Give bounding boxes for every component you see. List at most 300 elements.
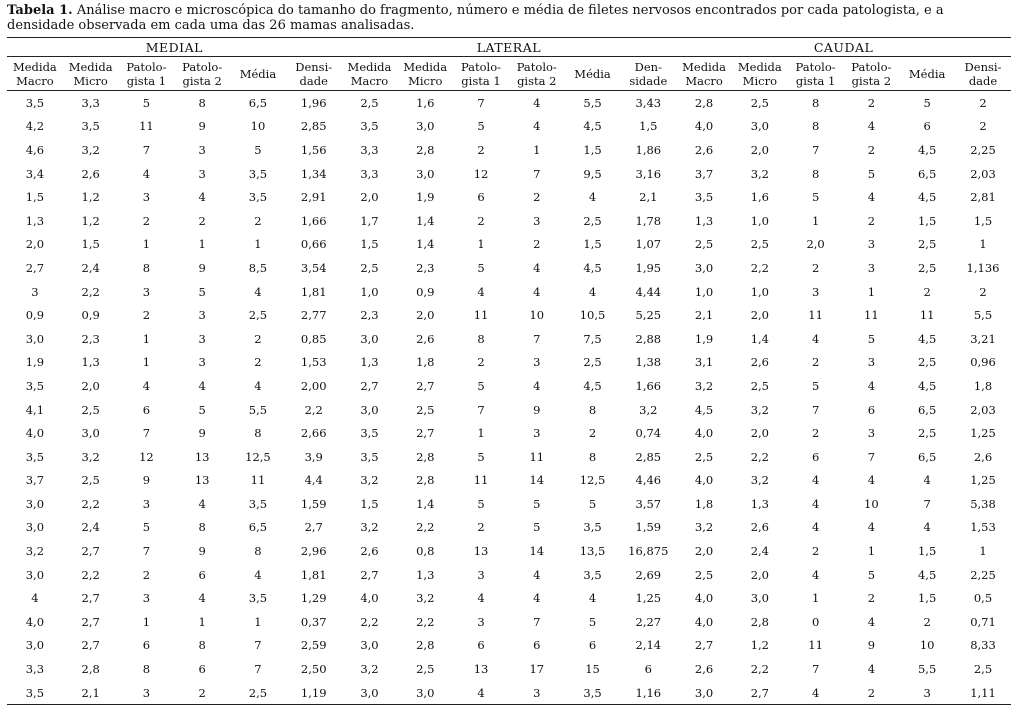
table-cell: 1,25 [635, 591, 662, 606]
table-cell: 5 [923, 95, 931, 110]
table-cell: 13 [473, 662, 489, 677]
table-cell: 2,50 [300, 662, 327, 677]
table-cell: 3,2 [750, 473, 769, 488]
table-cell: 4,0 [694, 119, 714, 134]
table-row [7, 115, 1011, 139]
table-cell: 1,0 [750, 284, 769, 299]
column-header-line: Medida [682, 59, 726, 74]
table-cell: 2,6 [973, 449, 993, 464]
table-cell: 3,3 [81, 95, 100, 110]
table-cell: 1,3 [416, 567, 435, 582]
table-cell: 1 [142, 614, 151, 629]
table-cell: 4 [867, 614, 876, 629]
table-cell: 2,91 [300, 190, 327, 205]
table-cell: 2,5 [973, 662, 993, 677]
table-row [7, 374, 1011, 398]
table-cell: 3,2 [750, 166, 769, 181]
table-cell: 1,5 [639, 119, 658, 134]
table-cell: 11 [808, 638, 823, 653]
table-cell: 2,88 [635, 331, 662, 346]
table-cell: 5 [867, 331, 876, 346]
column-header-line: dade [968, 73, 998, 88]
table-cell: 2,8 [416, 638, 435, 653]
table-cell: 4 [477, 591, 485, 606]
table-cell: 3,0 [360, 402, 379, 417]
table-cell: 11 [473, 308, 489, 323]
table-cell: 4,5 [917, 142, 937, 157]
table-cell: 3,5 [694, 190, 714, 205]
table-cell: 3,0 [81, 426, 100, 441]
table-cell: 6,5 [917, 402, 937, 417]
column-header [955, 57, 1011, 91]
table-cell: 2,8 [750, 614, 769, 629]
table-cell: 5,5 [917, 662, 937, 677]
table-cell: 0,71 [970, 614, 996, 629]
table-cell: 3,5 [248, 591, 268, 606]
group-header-medial: MEDIAL [7, 38, 342, 57]
table-cell: 2,2 [304, 402, 323, 417]
table-cell: 4 [198, 190, 206, 205]
table-cell: 12 [473, 166, 489, 181]
table-cell: 1,81 [300, 284, 327, 299]
table-cell: 1,78 [635, 213, 662, 228]
table-cell: 1 [142, 355, 151, 370]
table-row [7, 303, 1011, 327]
column-header-line: Média [239, 66, 277, 81]
table-cell: 1,3 [750, 496, 769, 511]
table-cell: 4,0 [25, 426, 45, 441]
table-cell: 2,0 [416, 308, 435, 323]
table-cell: 11 [864, 308, 879, 323]
table-cell: 8,5 [248, 260, 268, 275]
table-cell: 2,5 [248, 308, 268, 323]
table-cell: 3 [142, 190, 151, 205]
table-cell: 9,5 [583, 166, 602, 181]
data-table [7, 37, 1011, 705]
table-cell: 2,0 [750, 142, 769, 157]
table-cell: 3 [198, 142, 206, 157]
table-cell: 2,6 [694, 662, 714, 677]
table-cell: 7 [254, 638, 262, 653]
table-cell: 5 [588, 614, 597, 629]
table-row [7, 445, 1011, 469]
table-cell: 4 [31, 591, 39, 606]
table-cell: 3,0 [416, 119, 435, 134]
table-cell: 2,77 [300, 308, 327, 323]
column-header [899, 57, 955, 91]
column-header-line: Patolo- [795, 59, 836, 74]
table-cell: 7 [811, 662, 820, 677]
table-cell: 2 [142, 213, 151, 228]
table-cell: 8 [254, 544, 262, 559]
table-cell: 4,2 [25, 119, 45, 134]
table-cell: 2,7 [360, 378, 379, 393]
table-cell: 2 [811, 260, 820, 275]
table-cell: 5 [477, 496, 485, 511]
table-row [7, 162, 1011, 186]
table-cell: 4 [811, 496, 820, 511]
table-cell: 7 [477, 95, 485, 110]
table-cell: 14 [529, 544, 545, 559]
table-cell: 5 [254, 142, 262, 157]
table-cell: 2,5 [360, 260, 379, 275]
table-cell: 10 [919, 638, 935, 653]
table-cell: 1,25 [970, 426, 996, 441]
table-cell: 1 [533, 142, 541, 157]
column-header [676, 57, 732, 91]
table-cell: 3,5 [565, 681, 621, 705]
table-row [7, 539, 1011, 563]
table-cell: 3,2 [360, 520, 379, 535]
table-cell: 3,0 [416, 166, 435, 181]
table-cell: 5 [477, 378, 485, 393]
column-header [788, 57, 844, 91]
table-cell: 3,2 [416, 591, 435, 606]
table-cell: 5 [477, 119, 485, 134]
table-cell: 4 [811, 473, 820, 488]
table-cell: 1 [811, 213, 820, 228]
table-row [7, 516, 1011, 540]
table-cell: 2 [477, 355, 485, 370]
table-cell: 9 [198, 260, 206, 275]
table-cell: 4 [453, 681, 509, 705]
column-header-line: Macro [16, 73, 54, 88]
column-header-line: Densi- [295, 59, 333, 74]
table-cell: 3,54 [300, 260, 327, 275]
table-cell: 2,69 [635, 567, 662, 582]
table-row [7, 138, 1011, 162]
table-cell: 1 [142, 237, 151, 252]
table-cell: 9 [198, 119, 206, 134]
table-cell: 4 [867, 520, 876, 535]
table-cell: 2 [867, 95, 876, 110]
table-row [7, 563, 1011, 587]
table-cell: 5 [142, 520, 151, 535]
table-cell: 2,03 [970, 402, 996, 417]
table-cell: 4,5 [583, 119, 602, 134]
table-cell: 7 [142, 426, 151, 441]
table-cell: 2,6 [81, 166, 100, 181]
table-cell: 2,5 [230, 681, 286, 705]
table-cell: 2,8 [416, 449, 435, 464]
table-cell: 4,1 [25, 402, 45, 417]
table-cell: 5 [867, 166, 876, 181]
table-cell: 11 [250, 473, 266, 488]
group-header-caudal: CAUDAL [676, 38, 1011, 57]
column-header [119, 57, 175, 91]
table-cell: 1,8 [416, 355, 435, 370]
table-cell: 3,5 [248, 496, 268, 511]
table-cell: 2,5 [416, 402, 435, 417]
table-cell: 1 [867, 284, 876, 299]
table-cell: 8 [198, 95, 206, 110]
table-row [7, 398, 1011, 422]
table-cell: 3,0 [25, 520, 45, 535]
table-cell: 11 [808, 308, 823, 323]
table-cell: 17 [529, 662, 545, 677]
table-cell: 4 [867, 662, 876, 677]
table-cell: 8 [588, 402, 597, 417]
table-cell: 2,5 [750, 95, 769, 110]
table-cell: 2,6 [750, 355, 769, 370]
table-cell: 11 [473, 473, 489, 488]
table-cell: 6,5 [248, 95, 268, 110]
table-cell: 2 [811, 355, 820, 370]
table-cell: 13 [473, 544, 489, 559]
table-row [7, 657, 1011, 681]
table-cell: 2 [142, 308, 151, 323]
table-cell: 1,25 [970, 473, 996, 488]
table-cell: 4,0 [694, 426, 714, 441]
table-cell: 4,5 [583, 260, 602, 275]
table-cell: 4 [533, 567, 541, 582]
column-header-line: Patolo- [516, 59, 557, 74]
table-cell: 3 [509, 681, 565, 705]
column-header [843, 57, 899, 91]
table-cell: 1,5 [360, 237, 379, 252]
column-header-line: Densi- [964, 59, 1002, 74]
table-cell: 4 [142, 378, 151, 393]
table-cell: 2,2 [416, 614, 435, 629]
table-cell: 1 [198, 237, 206, 252]
table-cell: 4,0 [694, 614, 714, 629]
table-cell: 6 [867, 402, 876, 417]
column-header [565, 57, 621, 91]
table-cell: 2,6 [360, 544, 379, 559]
table-cell: 2,0 [750, 567, 769, 582]
table-cell: 4 [477, 284, 485, 299]
table-cell: 1,07 [635, 237, 662, 252]
column-header [63, 57, 119, 91]
table-cell: 3,3 [25, 662, 45, 677]
column-header-line: Medida [347, 59, 392, 74]
table-cell: 3,4 [25, 166, 45, 181]
table-cell: 2,0 [750, 308, 769, 323]
table-cell: 4 [198, 378, 206, 393]
column-header-line: Macro [685, 73, 723, 88]
table-cell: 4 [588, 284, 597, 299]
table-cell: 2 [254, 355, 262, 370]
table-cell: 8 [588, 449, 597, 464]
table-cell: 3 [198, 166, 206, 181]
table-cell: 2 [174, 681, 230, 705]
table-cell: 3,2 [25, 544, 45, 559]
table-cell: 1,38 [635, 355, 662, 370]
table-cell: 3,5 [360, 119, 379, 134]
column-header-line: Medida [403, 59, 448, 74]
table-cell: 1,5 [973, 213, 993, 228]
table-cell: 3,5 [81, 119, 100, 134]
table-cell: 0,9 [81, 308, 100, 323]
table-cell: 12 [139, 449, 154, 464]
table-cell: 2,5 [416, 662, 435, 677]
table-cell: 9 [198, 544, 206, 559]
table-cell: 1,2 [81, 213, 100, 228]
table-cell: 4 [254, 284, 262, 299]
table-cell: 12,5 [245, 449, 271, 464]
table-cell: 1,53 [300, 355, 327, 370]
table-cell: 5 [477, 260, 485, 275]
table-cell: 6 [477, 190, 485, 205]
table-cell: 6 [811, 449, 820, 464]
table-cell: 6 [588, 638, 597, 653]
table-cell: 8 [811, 119, 820, 134]
table-cell: 2,2 [416, 520, 435, 535]
table-cell: 6,5 [917, 449, 937, 464]
table-cell: 2,5 [917, 426, 937, 441]
table-cell: 2,2 [81, 567, 100, 582]
table-cell: 5,5 [583, 95, 602, 110]
table-cell: 2,4 [81, 260, 100, 275]
table-cell: 4 [811, 520, 820, 535]
table-cell: 3,2 [639, 402, 658, 417]
table-cell: 5,38 [970, 496, 996, 511]
column-header-line: Micro [742, 73, 777, 88]
table-cell: 10 [250, 119, 266, 134]
table-cell: 1,66 [635, 378, 662, 393]
table-cell: 0,96 [970, 355, 996, 370]
caption-text: Análise macro e microscópica do tamanho do fragmento, número e média de filetes nervosos encontrados por cada patologista, e a densidade observada em cada uma das 26 mamas analisadas. [7, 3, 944, 33]
table-cell: 13 [194, 449, 210, 464]
table-cell: 9 [533, 402, 541, 417]
table-cell: 3,0 [25, 567, 45, 582]
table-cell: 3,43 [635, 95, 662, 110]
table-cell: 1,6 [416, 95, 435, 110]
table-cell: 2 [254, 213, 262, 228]
table-cell: 3 [142, 496, 151, 511]
table-cell: 0,8 [416, 544, 435, 559]
table-cell: 8 [811, 95, 820, 110]
table-cell: 7 [533, 331, 541, 346]
table-cell: 16,875 [628, 544, 669, 559]
table-cell: 2,5 [583, 213, 602, 228]
table-cell: 2,5 [694, 237, 714, 252]
table-cell: 5 [533, 520, 541, 535]
table-cell: 2,5 [694, 449, 714, 464]
column-header-line: Patolo- [460, 59, 502, 74]
table-cell: 3 [142, 284, 151, 299]
table-cell: 7 [867, 449, 876, 464]
column-header [620, 57, 676, 91]
table-cell: 2,8 [81, 662, 100, 677]
table-cell: 10,5 [579, 308, 606, 323]
table-cell: 3 [533, 213, 541, 228]
table-cell: 1,0 [750, 213, 769, 228]
table-cell: 1,0 [360, 284, 379, 299]
table-cell: 4 [142, 166, 151, 181]
table-cell: 0,9 [25, 308, 45, 323]
table-cell: 4 [198, 496, 206, 511]
table-cell: 1,59 [300, 496, 327, 511]
table-row [7, 185, 1011, 209]
table-row [7, 421, 1011, 445]
table-cell: 2 [867, 213, 876, 228]
table-cell: 5 [811, 190, 820, 205]
table-cell: 2,1 [694, 308, 714, 323]
table-cell: 7 [533, 166, 541, 181]
table-cell: 8 [198, 638, 206, 653]
table-cell: 12,5 [579, 473, 606, 488]
table-cell: 3,2 [750, 402, 769, 417]
table-cell: 1 [867, 544, 876, 559]
table-cell: 11 [529, 449, 545, 464]
table-row [7, 492, 1011, 516]
table-cell: 8 [142, 260, 151, 275]
table-row [7, 351, 1011, 375]
table-cell: 2,5 [750, 237, 769, 252]
table-cell: 4,0 [360, 591, 379, 606]
table-cell: 1,5 [917, 213, 937, 228]
table-cell: 11 [919, 308, 935, 323]
table-cell: 3 [119, 681, 175, 705]
table-cell: 1,3 [25, 213, 45, 228]
table-cell: 2 [867, 591, 876, 606]
table-cell: 4,44 [635, 284, 662, 299]
table-cell: 3,7 [25, 473, 45, 488]
table-cell: 4 [254, 378, 262, 393]
column-header-line: Macro [350, 73, 389, 88]
table-cell: 7 [923, 496, 931, 511]
table-cell: 6 [142, 638, 151, 653]
table-cell: 1,5 [81, 237, 100, 252]
table-cell: 3,57 [635, 496, 662, 511]
table-cell: 2,7 [81, 544, 100, 559]
table-cell: 4,6 [25, 142, 45, 157]
table-cell: 3,0 [25, 331, 45, 346]
column-header [397, 57, 453, 91]
table-cell: 2,7 [694, 638, 714, 653]
table-cell: 2,4 [750, 544, 769, 559]
table-cell: 1 [477, 237, 485, 252]
table-cell: 6 [198, 567, 206, 582]
table-cell: 1,9 [25, 355, 45, 370]
table-cell: 7 [811, 142, 820, 157]
table-cell: 1,0 [694, 284, 714, 299]
table-cell: 1,29 [300, 591, 327, 606]
table-cell: 7 [477, 402, 485, 417]
column-header [230, 57, 286, 91]
table-cell: 9 [198, 426, 206, 441]
table-cell: 7 [254, 662, 262, 677]
table-cell: 3,0 [25, 638, 45, 653]
table-row [7, 469, 1011, 493]
table-cell: 3,5 [248, 166, 268, 181]
table-cell: 13,5 [579, 544, 606, 559]
table-cell: 7,5 [583, 331, 602, 346]
table-cell: 4 [533, 284, 541, 299]
table-cell: 6 [923, 119, 931, 134]
table-cell: 8,33 [970, 638, 996, 653]
table-cell: 3 [867, 260, 876, 275]
table-cell: 5 [867, 567, 876, 582]
table-row [7, 209, 1011, 233]
table-cell: 1,8 [694, 496, 714, 511]
column-header [286, 57, 342, 91]
table-cell: 1,4 [750, 331, 769, 346]
table-cell: 3,1 [694, 355, 714, 370]
table-cell: 5 [198, 284, 206, 299]
table-cell: 2,81 [970, 190, 996, 205]
table-row [7, 256, 1011, 280]
table-cell: 3,5 [360, 449, 379, 464]
table-cell: 3 [867, 426, 876, 441]
table-cell: 6 [644, 662, 652, 677]
table-cell: 3,0 [750, 119, 769, 134]
table-cell: 5,5 [248, 402, 268, 417]
column-header-line: gista 1 [795, 73, 836, 88]
table-cell: 3,0 [342, 681, 398, 705]
table-cell: 3 [198, 308, 206, 323]
